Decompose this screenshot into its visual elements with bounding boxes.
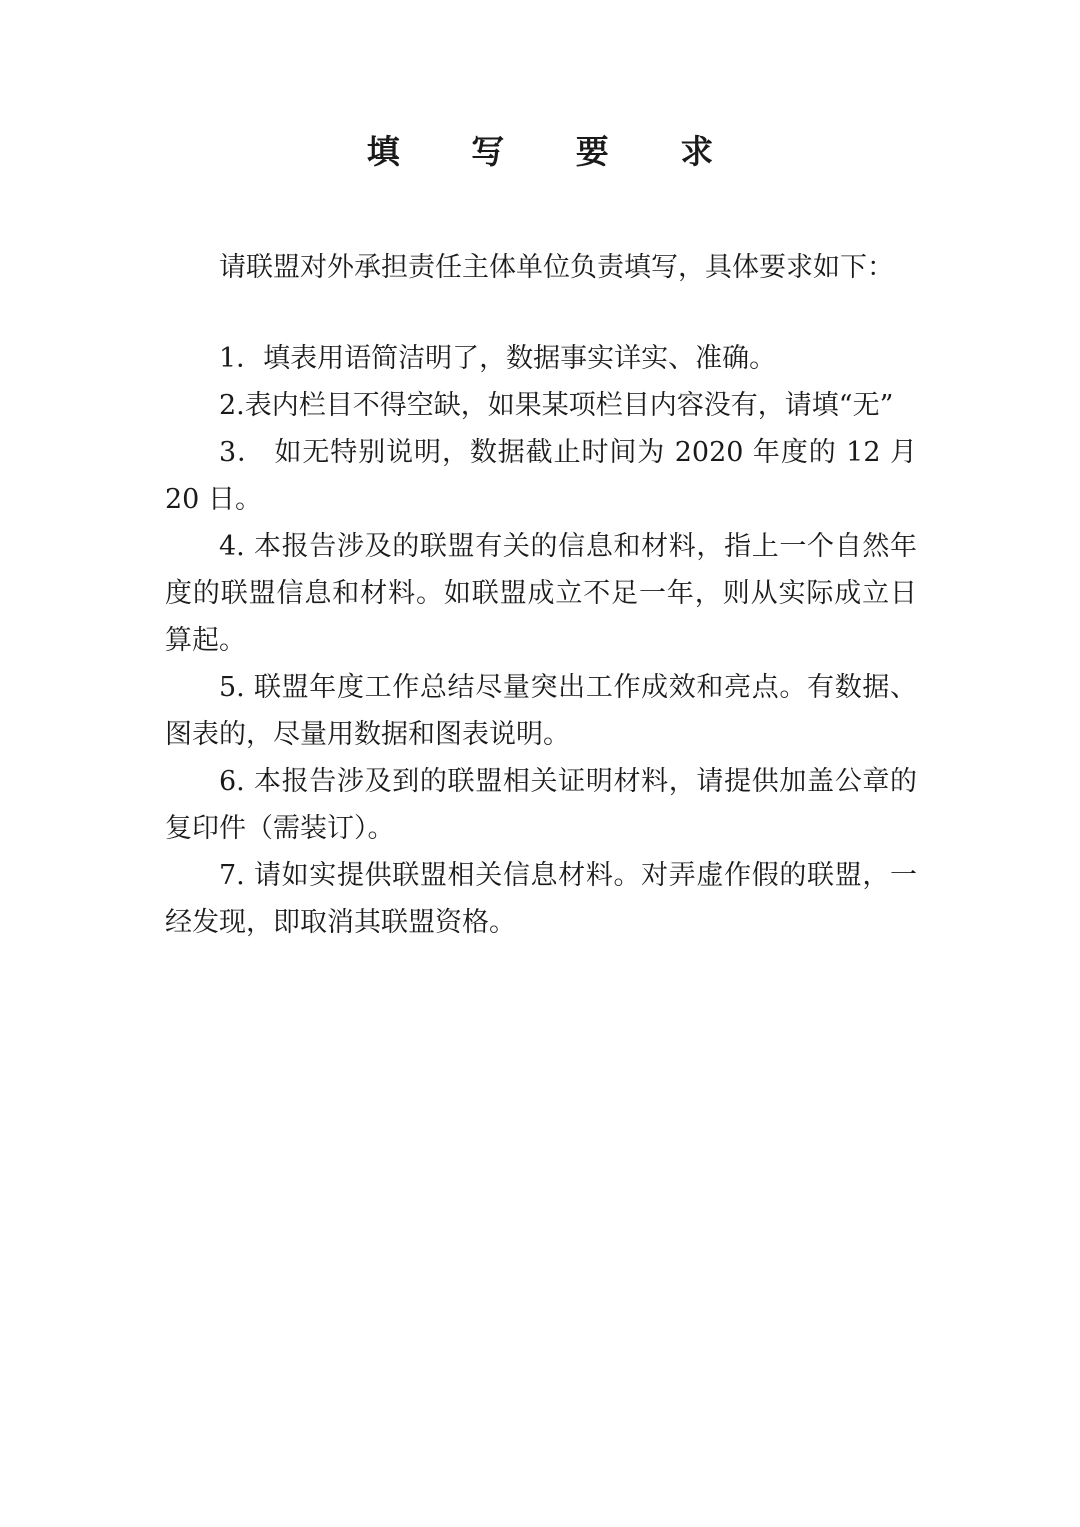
requirement-item-6: 6. 本报告涉及到的联盟相关证明材料，请提供加盖公章的复印件（需装订）。 [165, 766, 917, 844]
requirement-item-4: 4. 本报告涉及的联盟有关的信息和材料，指上一个自然年度的联盟信息和材料。如联盟成立不足一年，则从实际成立日算起。 [165, 531, 917, 656]
requirement-item-3: 3． 如无特别说明，数据截止时间为 2020 年度的 12 月 20 日。 [165, 437, 917, 515]
page-title: 填 写 要 求 [366, 132, 744, 171]
intro-paragraph: 请联盟对外承担责任主体单位负责填写，具体要求如下： [219, 252, 894, 283]
requirement-item-2: 2.表内栏目不得空缺，如果某项栏目内容没有，请填“无” [219, 390, 894, 421]
requirement-item-7: 7. 请如实提供联盟相关信息材料。对弄虚作假的联盟，一经发现，即取消其联盟资格。 [165, 860, 917, 938]
document-body [165, 244, 917, 946]
requirement-item-5: 5. 联盟年度工作总结尽量突出工作成效和亮点。有数据、图表的，尽量用数据和图表说明。 [165, 672, 917, 750]
requirement-item-1: 1．填表用语简洁明了，数据事实详实、准确。 [219, 343, 777, 374]
